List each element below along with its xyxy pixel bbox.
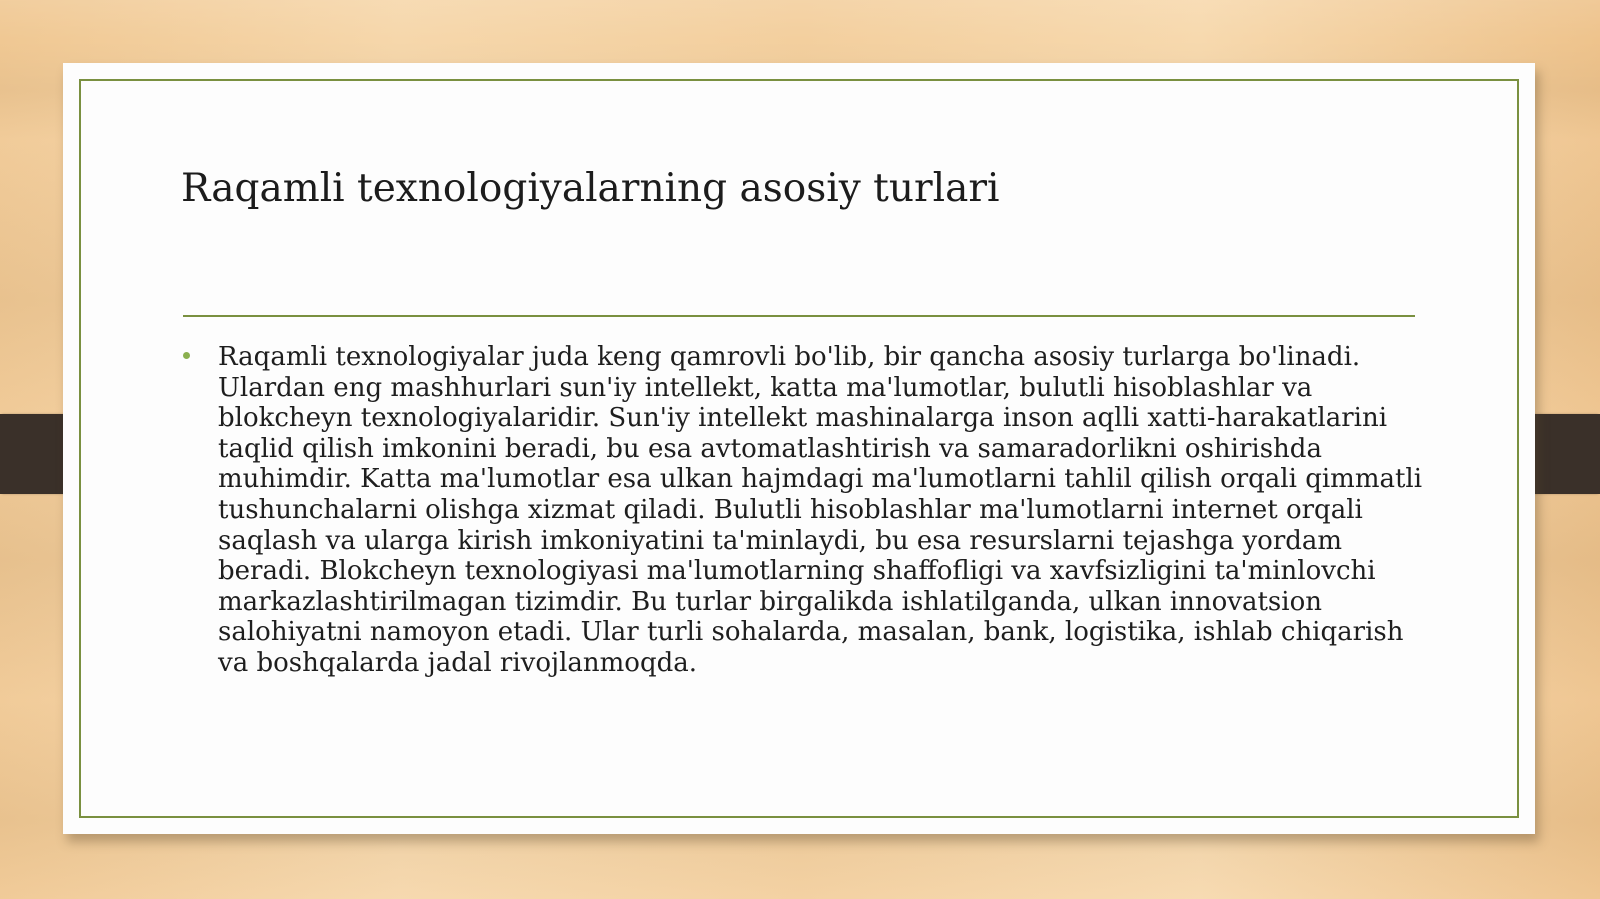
slide-card [63, 63, 1535, 834]
bullet-dot-icon [183, 352, 190, 359]
bullet-text: Raqamli texnologiyalar juda keng qamrovli bo'lib, bir qancha asosiy turlarga bo'linadi. Ulardan eng mashhurlari sun'iy intellekt, katta ma'lumotlar, bulutli hisoblashlar va blokcheyn texnologiyalaridir. Sun'iy intellekt mashinalarga inson aqlli xatti-harakatlarini taqlid qilish imkonini beradi, bu esa avtomatlashtirish va samaradorlikni oshirishda muhimdir. Katta ma'lumotlar esa ulkan hajmdagi ma'lumotlarni tahlil qilish orqali qimmatli tushunchalarni olishga xizmat qiladi. Bulutli hisoblashlar ma'lumotlarni internet orqali saqlash va ularga kirish imkoniyatini ta'minlaydi, bu esa resurslarni tejashga yordam beradi. Blokcheyn texnologiyasi ma'lumotlarning shaffofligi va xavfsizligini ta'minlovchi markazlashtirilmagan tizimdir. Bu turlar birgalikda ishlatilganda, ulkan innovatsion salohiyatni namoyon etadi. Ular turli sohalarda, masalan, bank, logistika, ishlab chiqarish va boshqalarda jadal rivojlanmoqda. [218, 342, 1423, 678]
bullet-item [181, 342, 1431, 679]
slide-title: Raqamli texnologiyalarning asosiy turlari [181, 166, 1000, 211]
bullet-list [181, 342, 1431, 679]
title-divider [183, 315, 1415, 317]
